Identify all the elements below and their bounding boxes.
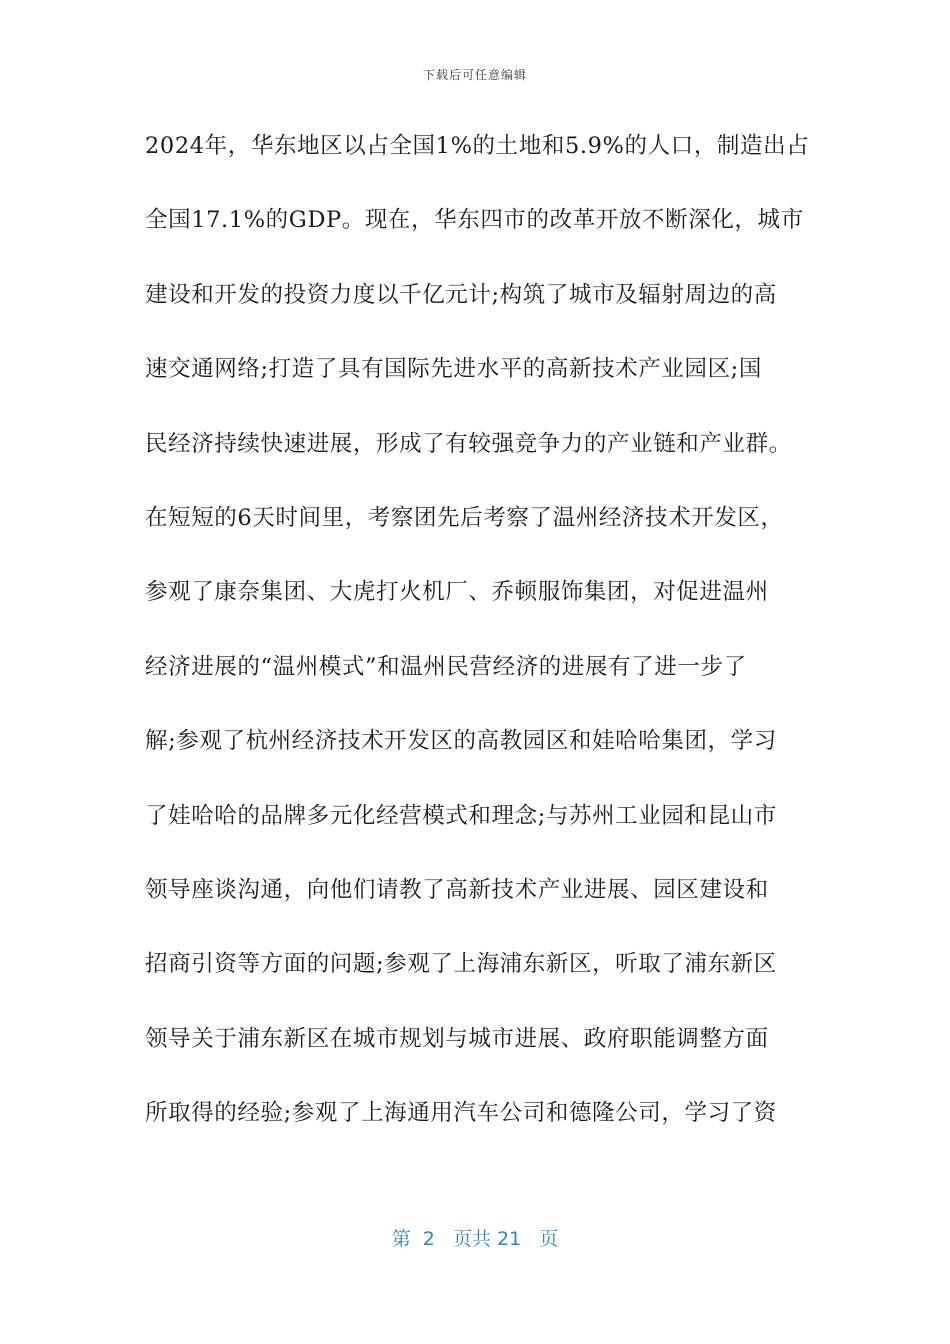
body-line: 全国17.1%的GDP。现在，华东四市的改革开放不断深化，城市	[145, 207, 804, 234]
body-line: 2024年，华东地区以占全国1%的土地和5.9%的人口，制造出占	[145, 133, 810, 159]
header-note: 下载后可任意编辑	[422, 68, 527, 82]
body-line: 领导关于浦东新区在城市规划与城市进展、政府职能调整方面	[145, 1025, 769, 1052]
body-line: 在短短的6天时间里，考察团先后考察了温州经济技术开发区，	[145, 504, 784, 531]
body-line: 参观了康奈集团、大虎打火机厂、乔顿服饰集团，对促进温州	[145, 579, 769, 606]
body-line: 经济进展的“温州模式”和温州民营经济的进展有了进一步了	[145, 653, 747, 680]
document-body	[145, 128, 825, 1169]
body-line: 领导座谈沟通，向他们请教了高新技术产业进展、园区建设和	[145, 876, 769, 903]
body-line: 招商引资等方面的问题;参观了上海浦东新区，听取了浦东新区	[145, 951, 777, 978]
body-line: 速交通网络;打造了具有国际先进水平的高新技术产业园区;国	[145, 356, 762, 383]
body-line: 所取得的经验;参观了上海通用汽车公司和德隆公司，学习了资	[145, 1100, 777, 1127]
body-line: 建设和开发的投资力度以千亿元计;构筑了城市及辐射周边的高	[145, 281, 777, 308]
body-line: 解;参观了杭州经济技术开发区的高教园区和娃哈哈集团，学习	[145, 728, 777, 755]
body-line: 民经济持续快速进展，形成了有较强竞争力的产业链和产业群。	[145, 430, 792, 457]
body-line: 了娃哈哈的品牌多元化经营模式和理念;与苏州工业园和昆山市	[145, 802, 777, 829]
page-number-footer: 第 2 页共 21 页	[391, 1228, 559, 1250]
